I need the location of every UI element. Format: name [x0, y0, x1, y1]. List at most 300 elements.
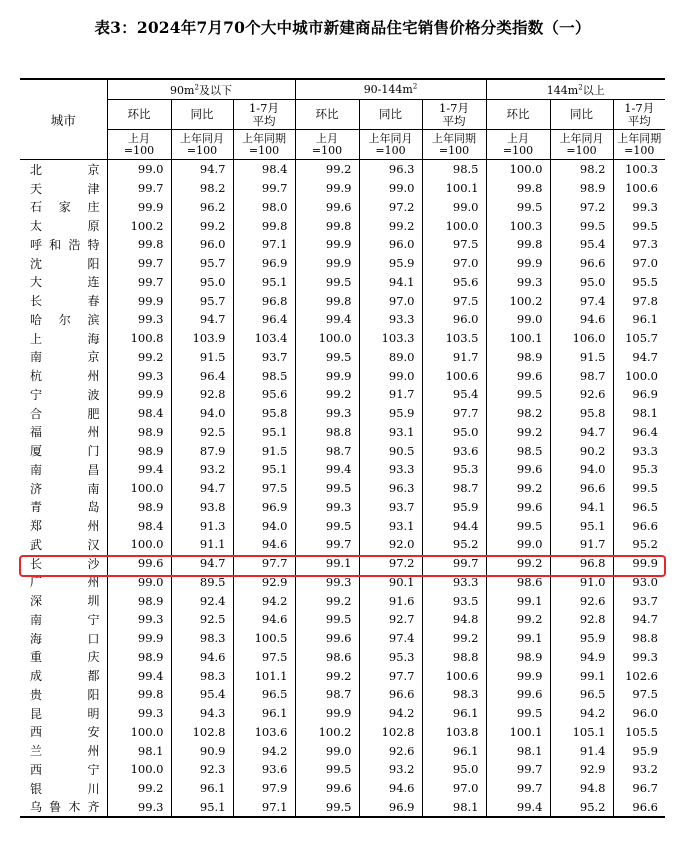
index-value: 98.3 [422, 685, 486, 704]
index-value: 99.3 [107, 610, 171, 629]
index-value: 98.1 [613, 404, 665, 423]
index-value: 99.9 [295, 366, 359, 385]
table-row [20, 779, 665, 798]
city-name: 南京 [30, 350, 100, 365]
city-name: 重庆 [30, 650, 100, 665]
index-value: 95.2 [613, 535, 665, 554]
city-name: 兰州 [30, 744, 100, 759]
table-row [20, 798, 665, 818]
city-name: 贵阳 [30, 687, 100, 702]
index-value: 91.4 [550, 741, 613, 760]
index-value: 95.9 [359, 254, 422, 273]
index-value: 99.2 [359, 216, 422, 235]
table-row [20, 648, 665, 667]
index-value: 99.2 [107, 779, 171, 798]
index-value: 92.5 [171, 610, 233, 629]
index-value: 98.2 [550, 160, 613, 179]
index-value: 98.4 [107, 516, 171, 535]
city-name: 杭州 [30, 369, 100, 384]
index-value: 100.0 [613, 366, 665, 385]
table-row [20, 610, 665, 629]
index-value: 99.6 [295, 198, 359, 217]
index-value: 99.6 [295, 779, 359, 798]
table-row [20, 235, 665, 254]
index-value: 94.6 [171, 648, 233, 667]
table-row [20, 423, 665, 442]
price-index-table [20, 78, 665, 818]
index-value: 91.5 [171, 348, 233, 367]
index-value: 96.0 [359, 235, 422, 254]
table-row [20, 441, 665, 460]
index-value: 94.0 [550, 460, 613, 479]
index-value: 97.2 [359, 554, 422, 573]
index-value: 99.6 [107, 554, 171, 573]
index-value: 95.3 [613, 460, 665, 479]
city-name: 海口 [30, 631, 100, 646]
index-value: 94.2 [550, 704, 613, 723]
index-value: 97.2 [359, 198, 422, 217]
index-value: 99.6 [486, 366, 550, 385]
index-value: 91.7 [550, 535, 613, 554]
index-value: 89.0 [359, 348, 422, 367]
index-value: 105.5 [613, 723, 665, 742]
index-value: 93.7 [233, 348, 295, 367]
city-name: 深圳 [30, 594, 100, 609]
index-value: 99.3 [107, 704, 171, 723]
index-value: 103.6 [233, 723, 295, 742]
index-value: 99.5 [295, 760, 359, 779]
base-header: 上年同期 =100 [613, 130, 665, 160]
index-value: 96.6 [359, 685, 422, 704]
index-value: 99.9 [613, 554, 665, 573]
index-value: 96.1 [171, 779, 233, 798]
city-column-header: 城市 [20, 79, 107, 160]
index-value: 98.9 [486, 348, 550, 367]
index-value: 91.5 [233, 441, 295, 460]
index-value: 99.3 [295, 498, 359, 517]
index-value: 96.0 [613, 704, 665, 723]
index-value: 91.0 [550, 573, 613, 592]
index-value: 99.5 [295, 798, 359, 818]
index-value: 91.6 [359, 591, 422, 610]
index-value: 87.9 [171, 441, 233, 460]
index-value: 100.2 [107, 216, 171, 235]
index-value: 99.2 [486, 554, 550, 573]
index-value: 95.7 [171, 254, 233, 273]
index-value: 99.0 [486, 310, 550, 329]
index-value: 96.0 [422, 310, 486, 329]
city-name: 福州 [30, 425, 100, 440]
index-value: 99.2 [171, 216, 233, 235]
index-value: 103.8 [422, 723, 486, 742]
index-value: 95.2 [550, 798, 613, 818]
index-value: 99.5 [486, 516, 550, 535]
table-row [20, 535, 665, 554]
table-row [20, 573, 665, 592]
table-row [20, 498, 665, 517]
index-value: 99.0 [486, 535, 550, 554]
index-value: 93.1 [359, 423, 422, 442]
index-value: 99.3 [295, 573, 359, 592]
index-value: 94.7 [613, 348, 665, 367]
index-value: 98.9 [107, 498, 171, 517]
city-name: 石家庄 [30, 200, 100, 215]
index-value: 99.7 [295, 535, 359, 554]
index-value: 100.0 [486, 160, 550, 179]
index-value: 100.1 [422, 179, 486, 198]
index-value: 95.1 [171, 798, 233, 818]
index-value: 92.6 [550, 591, 613, 610]
index-value: 98.9 [550, 179, 613, 198]
index-value: 98.9 [107, 591, 171, 610]
index-value: 94.6 [233, 610, 295, 629]
index-value: 94.3 [171, 704, 233, 723]
period-header: 1-7月 平均 [233, 100, 295, 130]
index-value: 99.6 [295, 629, 359, 648]
table-row [20, 479, 665, 498]
index-value: 100.6 [422, 366, 486, 385]
city-name: 沈阳 [30, 256, 100, 271]
period-header: 1-7月 平均 [422, 100, 486, 130]
city-name: 济南 [30, 481, 100, 496]
index-value: 98.0 [233, 198, 295, 217]
index-value: 103.9 [171, 329, 233, 348]
index-value: 92.8 [550, 610, 613, 629]
city-name: 武汉 [30, 537, 100, 552]
index-value: 98.3 [171, 666, 233, 685]
index-value: 95.6 [422, 273, 486, 292]
index-value: 96.1 [233, 704, 295, 723]
index-value: 98.1 [486, 741, 550, 760]
index-value: 99.4 [107, 666, 171, 685]
index-value: 96.5 [233, 685, 295, 704]
index-value: 93.6 [233, 760, 295, 779]
base-header: 上年同期 =100 [422, 130, 486, 160]
index-value: 94.7 [171, 479, 233, 498]
index-value: 95.3 [359, 648, 422, 667]
group-header-large: $144m^2$以上 [486, 79, 665, 100]
index-value: 95.4 [422, 385, 486, 404]
index-value: 99.2 [295, 160, 359, 179]
index-value: 95.9 [359, 404, 422, 423]
index-value: 100.0 [422, 216, 486, 235]
index-value: 100.0 [107, 479, 171, 498]
index-value: 99.2 [486, 479, 550, 498]
index-value: 99.2 [422, 629, 486, 648]
index-value: 103.3 [359, 329, 422, 348]
index-value: 95.8 [233, 404, 295, 423]
index-value: 99.9 [295, 235, 359, 254]
index-value: 98.3 [171, 629, 233, 648]
city-name: 郑州 [30, 519, 100, 534]
index-value: 95.6 [233, 385, 295, 404]
table-row [20, 310, 665, 329]
table-row [20, 591, 665, 610]
index-value: 96.5 [550, 685, 613, 704]
table-row [20, 273, 665, 292]
index-value: 99.5 [295, 516, 359, 535]
index-value: 90.1 [359, 573, 422, 592]
index-value: 97.0 [359, 291, 422, 310]
index-value: 97.7 [233, 554, 295, 573]
index-value: 99.9 [107, 198, 171, 217]
table-row [20, 329, 665, 348]
index-value: 94.7 [171, 310, 233, 329]
index-value: 95.8 [550, 404, 613, 423]
base-header: 上年同月 =100 [171, 130, 233, 160]
table-row [20, 160, 665, 179]
index-value: 99.2 [486, 423, 550, 442]
table-row [20, 291, 665, 310]
index-value: 94.7 [550, 423, 613, 442]
index-value: 100.1 [486, 329, 550, 348]
index-value: 93.1 [359, 516, 422, 535]
index-value: 92.7 [359, 610, 422, 629]
city-name: 北京 [30, 162, 100, 177]
index-value: 99.5 [613, 216, 665, 235]
table-row [20, 216, 665, 235]
index-value: 94.8 [550, 779, 613, 798]
index-value: 92.3 [171, 760, 233, 779]
index-value: 100.0 [295, 329, 359, 348]
table-row [20, 366, 665, 385]
index-value: 99.2 [107, 348, 171, 367]
index-value: 99.5 [550, 216, 613, 235]
index-value: 96.9 [233, 254, 295, 273]
index-value: 99.3 [295, 404, 359, 423]
index-value: 90.9 [171, 741, 233, 760]
index-value: 96.1 [422, 704, 486, 723]
index-value: 98.2 [171, 179, 233, 198]
index-value: 99.8 [107, 235, 171, 254]
index-value: 96.4 [613, 423, 665, 442]
index-value: 97.5 [422, 235, 486, 254]
period-header: 环比 [107, 100, 171, 130]
index-value: 99.4 [295, 310, 359, 329]
city-name: 哈尔滨 [30, 312, 100, 327]
index-value: 91.7 [422, 348, 486, 367]
index-value: 99.9 [107, 385, 171, 404]
index-value: 100.0 [107, 760, 171, 779]
index-value: 95.9 [550, 629, 613, 648]
city-name: 昆明 [30, 706, 100, 721]
table-row [20, 685, 665, 704]
base-header: 上月 =100 [107, 130, 171, 160]
index-value: 92.9 [550, 760, 613, 779]
period-header: 1-7月 平均 [613, 100, 665, 130]
index-value: 98.6 [295, 648, 359, 667]
index-value: 99.2 [295, 666, 359, 685]
index-value: 102.8 [171, 723, 233, 742]
period-header: 环比 [295, 100, 359, 130]
index-value: 99.9 [295, 179, 359, 198]
index-value: 92.5 [171, 423, 233, 442]
index-value: 103.5 [422, 329, 486, 348]
index-value: 94.1 [550, 498, 613, 517]
index-value: 94.0 [233, 516, 295, 535]
index-value: 99.3 [107, 366, 171, 385]
index-value: 95.2 [422, 535, 486, 554]
index-value: 102.6 [613, 666, 665, 685]
index-value: 98.5 [233, 366, 295, 385]
index-value: 99.5 [613, 479, 665, 498]
index-value: 93.2 [171, 460, 233, 479]
table-header [20, 79, 665, 160]
index-value: 99.3 [486, 273, 550, 292]
period-header: 同比 [359, 100, 422, 130]
index-value: 93.2 [359, 760, 422, 779]
index-value: 97.5 [233, 648, 295, 667]
index-value: 91.3 [171, 516, 233, 535]
index-value: 99.4 [107, 460, 171, 479]
index-value: 96.6 [550, 479, 613, 498]
index-value: 99.7 [233, 179, 295, 198]
index-value: 95.3 [422, 460, 486, 479]
city-name: 南宁 [30, 612, 100, 627]
index-value: 98.8 [295, 423, 359, 442]
table-row [20, 385, 665, 404]
index-value: 98.7 [550, 366, 613, 385]
index-value: 96.3 [359, 479, 422, 498]
index-value: 98.8 [422, 648, 486, 667]
index-value: 95.0 [422, 423, 486, 442]
index-value: 96.8 [233, 291, 295, 310]
index-value: 99.6 [486, 460, 550, 479]
table-row [20, 198, 665, 217]
index-value: 99.9 [107, 629, 171, 648]
base-header: 上年同月 =100 [550, 130, 613, 160]
index-value: 95.0 [550, 273, 613, 292]
index-value: 97.7 [422, 404, 486, 423]
index-value: 98.8 [613, 629, 665, 648]
index-value: 99.5 [295, 610, 359, 629]
city-name: 南昌 [30, 462, 100, 477]
index-value: 98.2 [486, 404, 550, 423]
index-value: 93.8 [171, 498, 233, 517]
index-value: 96.5 [613, 498, 665, 517]
index-value: 97.9 [233, 779, 295, 798]
index-value: 99.5 [486, 385, 550, 404]
index-value: 94.2 [359, 704, 422, 723]
index-value: 93.7 [613, 591, 665, 610]
index-value: 95.4 [171, 685, 233, 704]
index-value: 99.2 [295, 591, 359, 610]
index-value: 99.0 [359, 366, 422, 385]
index-value: 98.1 [107, 741, 171, 760]
index-value: 101.1 [233, 666, 295, 685]
index-value: 95.1 [233, 423, 295, 442]
table-row [20, 179, 665, 198]
index-value: 99.7 [107, 254, 171, 273]
index-value: 95.7 [171, 291, 233, 310]
index-value: 93.0 [613, 573, 665, 592]
index-value: 105.1 [550, 723, 613, 742]
index-value: 96.9 [359, 798, 422, 818]
index-value: 95.9 [422, 498, 486, 517]
index-value: 99.4 [295, 460, 359, 479]
index-value: 91.7 [359, 385, 422, 404]
index-value: 92.6 [359, 741, 422, 760]
index-value: 94.9 [550, 648, 613, 667]
index-value: 99.0 [107, 160, 171, 179]
index-value: 99.1 [295, 554, 359, 573]
base-header: 上年同期 =100 [233, 130, 295, 160]
base-header: 上年同月 =100 [359, 130, 422, 160]
index-value: 95.1 [550, 516, 613, 535]
index-value: 90.5 [359, 441, 422, 460]
index-value: 100.3 [613, 160, 665, 179]
index-value: 99.8 [295, 216, 359, 235]
index-value: 92.9 [233, 573, 295, 592]
index-value: 102.8 [359, 723, 422, 742]
index-value: 96.9 [613, 385, 665, 404]
table-row [20, 348, 665, 367]
index-value: 99.9 [107, 291, 171, 310]
index-value: 96.0 [171, 235, 233, 254]
index-value: 99.9 [486, 254, 550, 273]
index-value: 96.8 [550, 554, 613, 573]
city-name: 青岛 [30, 500, 100, 515]
index-value: 96.7 [613, 779, 665, 798]
index-value: 99.1 [486, 591, 550, 610]
index-value: 94.6 [550, 310, 613, 329]
index-value: 94.8 [422, 610, 486, 629]
index-value: 100.0 [107, 723, 171, 742]
index-value: 100.2 [295, 723, 359, 742]
index-value: 91.5 [550, 348, 613, 367]
index-value: 99.6 [486, 685, 550, 704]
index-value: 100.8 [107, 329, 171, 348]
table-row [20, 666, 665, 685]
base-header: 上月 =100 [295, 130, 359, 160]
index-value: 92.4 [171, 591, 233, 610]
index-value: 100.0 [107, 535, 171, 554]
index-value: 99.7 [422, 554, 486, 573]
index-value: 93.3 [359, 460, 422, 479]
index-value: 99.4 [486, 798, 550, 818]
index-value: 100.5 [233, 629, 295, 648]
index-value: 97.4 [550, 291, 613, 310]
index-value: 96.4 [233, 310, 295, 329]
index-value: 99.8 [486, 235, 550, 254]
index-value: 93.3 [422, 573, 486, 592]
index-value: 96.2 [171, 198, 233, 217]
city-name: 太原 [30, 219, 100, 234]
index-value: 99.3 [107, 798, 171, 818]
city-name: 大连 [30, 275, 100, 290]
index-value: 93.6 [422, 441, 486, 460]
index-value: 90.2 [550, 441, 613, 460]
index-value: 99.5 [295, 348, 359, 367]
index-value: 95.0 [171, 273, 233, 292]
index-value: 99.8 [107, 685, 171, 704]
index-value: 94.6 [359, 779, 422, 798]
index-value: 89.5 [171, 573, 233, 592]
index-value: 98.5 [422, 160, 486, 179]
index-value: 99.7 [486, 760, 550, 779]
index-value: 98.5 [486, 441, 550, 460]
index-value: 100.3 [486, 216, 550, 235]
index-value: 96.6 [613, 516, 665, 535]
city-name: 乌鲁木齐 [20, 798, 107, 818]
index-value: 95.1 [233, 460, 295, 479]
index-value: 97.3 [613, 235, 665, 254]
index-value: 98.9 [107, 441, 171, 460]
index-value: 99.3 [613, 648, 665, 667]
index-value: 98.9 [486, 648, 550, 667]
index-value: 96.6 [550, 254, 613, 273]
index-value: 99.5 [486, 198, 550, 217]
